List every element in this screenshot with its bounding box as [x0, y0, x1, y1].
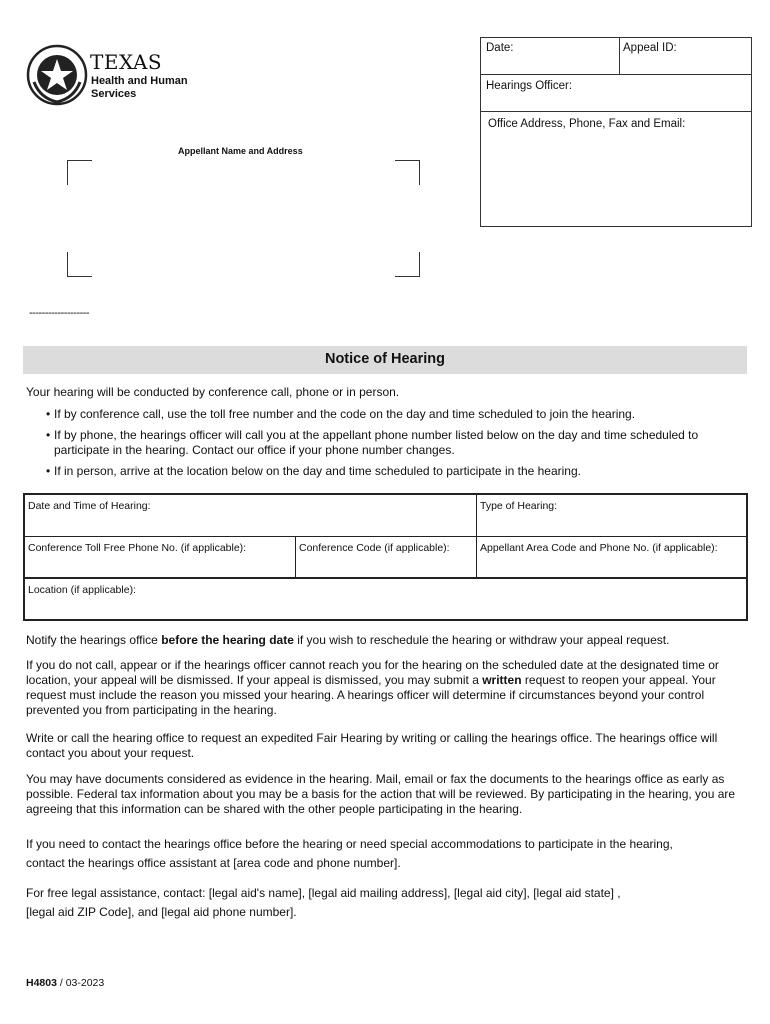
hearings-officer-row — [481, 74, 751, 112]
paragraph-text: request to reopen your appeal. Your request must include the reason you missed your hearing. A hearings officer will determine if circumstances beyond your control prevented you from participating in the hearing. — [26, 673, 716, 717]
paragraph-text: if you wish to reschedule the hearing or withdraw your appeal request. — [293, 633, 670, 647]
date-time-cell[interactable] — [25, 495, 476, 536]
intro-text: Your hearing will be conducted by conference call, phone or in person. — [26, 385, 400, 399]
form-footer — [26, 977, 104, 989]
hearing-method-list — [46, 407, 746, 485]
conference-code-label: Conference Code (if applicable): — [299, 542, 450, 554]
address-window-corner — [395, 160, 420, 185]
date-field-label: Date: — [486, 42, 514, 54]
address-window-corner — [395, 252, 420, 277]
appeal-info-box — [480, 37, 752, 227]
form-date: / 03-2023 — [56, 977, 105, 989]
appellant-name-address-label: Appellant Name and Address — [178, 146, 303, 156]
list-item: • If in person, arrive at the location below on the day and time scheduled to participate in the hearing. — [46, 464, 746, 479]
form-id: H4803 — [26, 977, 57, 989]
legal-aid-paragraph — [26, 884, 748, 922]
logo-line-1: Health and Human — [91, 75, 188, 87]
paragraph-text: If you do not call, appear or if the hearings officer cannot reach you for the hearing on the scheduled date at the designated time or location, your appeal will be dismissed. If your appeal is dismissed, you may submit a — [26, 658, 719, 687]
list-item: • If by phone, the hearings officer will call you at the appellant phone number listed below on the day and time scheduled to participate in the hearing. Contact our office if your phone number changes. — [46, 428, 746, 458]
location-cell[interactable] — [25, 579, 746, 619]
paragraph-line: If you need to contact the hearings office before the hearing or need special accommodations to participate in the hearing, — [26, 837, 673, 851]
address-window-corner — [67, 160, 92, 185]
date-time-label: Date and Time of Hearing: — [28, 500, 151, 512]
appellant-phone-label: Appellant Area Code and Phone No. (if applicable): — [480, 542, 718, 554]
hearings-officer-label: Hearings Officer: — [486, 80, 573, 92]
paragraph-line: contact the hearings office assistant at [area code and phone number]. — [26, 856, 401, 870]
hearing-type-label: Type of Hearing: — [480, 500, 558, 512]
notice-title-bar — [23, 346, 747, 374]
dash-separator: ------------------- — [29, 307, 90, 319]
hearing-type-cell[interactable] — [477, 495, 747, 536]
list-item: • If by conference call, use the toll free number and the code on the day and time scheduled to join the hearing. — [46, 407, 746, 422]
toll-free-label: Conference Toll Free Phone No. (if applicable): — [28, 542, 247, 554]
paragraph-text: Notify the hearings office — [26, 633, 162, 647]
accommodations-paragraph — [26, 835, 748, 873]
expedited-paragraph: Write or call the hearing office to request an expedited Fair Hearing by writing or calling the hearings office. The hearings office will contact you about your request. — [26, 731, 718, 760]
emphasis-text: written — [482, 673, 522, 687]
logo-title: TEXAS — [90, 50, 163, 74]
appeal-id-field-label: Appeal ID: — [623, 42, 677, 54]
paragraph-line: For free legal assistance, contact: [legal aid's name], [legal aid mailing address], [legal aid city], [legal aid state] , — [26, 886, 621, 900]
page-title: Notice of Hearing — [324, 351, 446, 367]
address-window-corner — [67, 252, 92, 277]
office-contact-label: Office Address, Phone, Fax and Email: — [488, 118, 686, 130]
conference-code-cell[interactable] — [296, 537, 476, 577]
date-appeal-row — [481, 38, 751, 75]
paragraph-line: [legal aid ZIP Code], and [legal aid phone number]. — [26, 905, 297, 919]
logo-line-2: Services — [91, 88, 137, 100]
reschedule-paragraph — [26, 633, 748, 648]
appellant-phone-cell[interactable] — [477, 537, 747, 577]
toll-free-cell[interactable] — [25, 537, 295, 577]
emphasis-text: before the hearing date — [161, 633, 294, 647]
location-label: Location (if applicable): — [28, 584, 136, 596]
dismissal-paragraph — [26, 658, 748, 718]
texas-seal-logo — [26, 44, 88, 106]
divider — [619, 38, 620, 74]
logo-subtitle — [91, 75, 188, 101]
evidence-paragraph: You may have documents considered as evidence in the hearing. Mail, email or fax the documents to the hearings office as early as possible. Federal tax information about you may be a basis for the action that will be reviewed. By participating in the hearing, you are agreeing that this information can be shared with the other people participating in the hearing. — [26, 772, 736, 816]
hearing-details-table — [23, 493, 748, 621]
